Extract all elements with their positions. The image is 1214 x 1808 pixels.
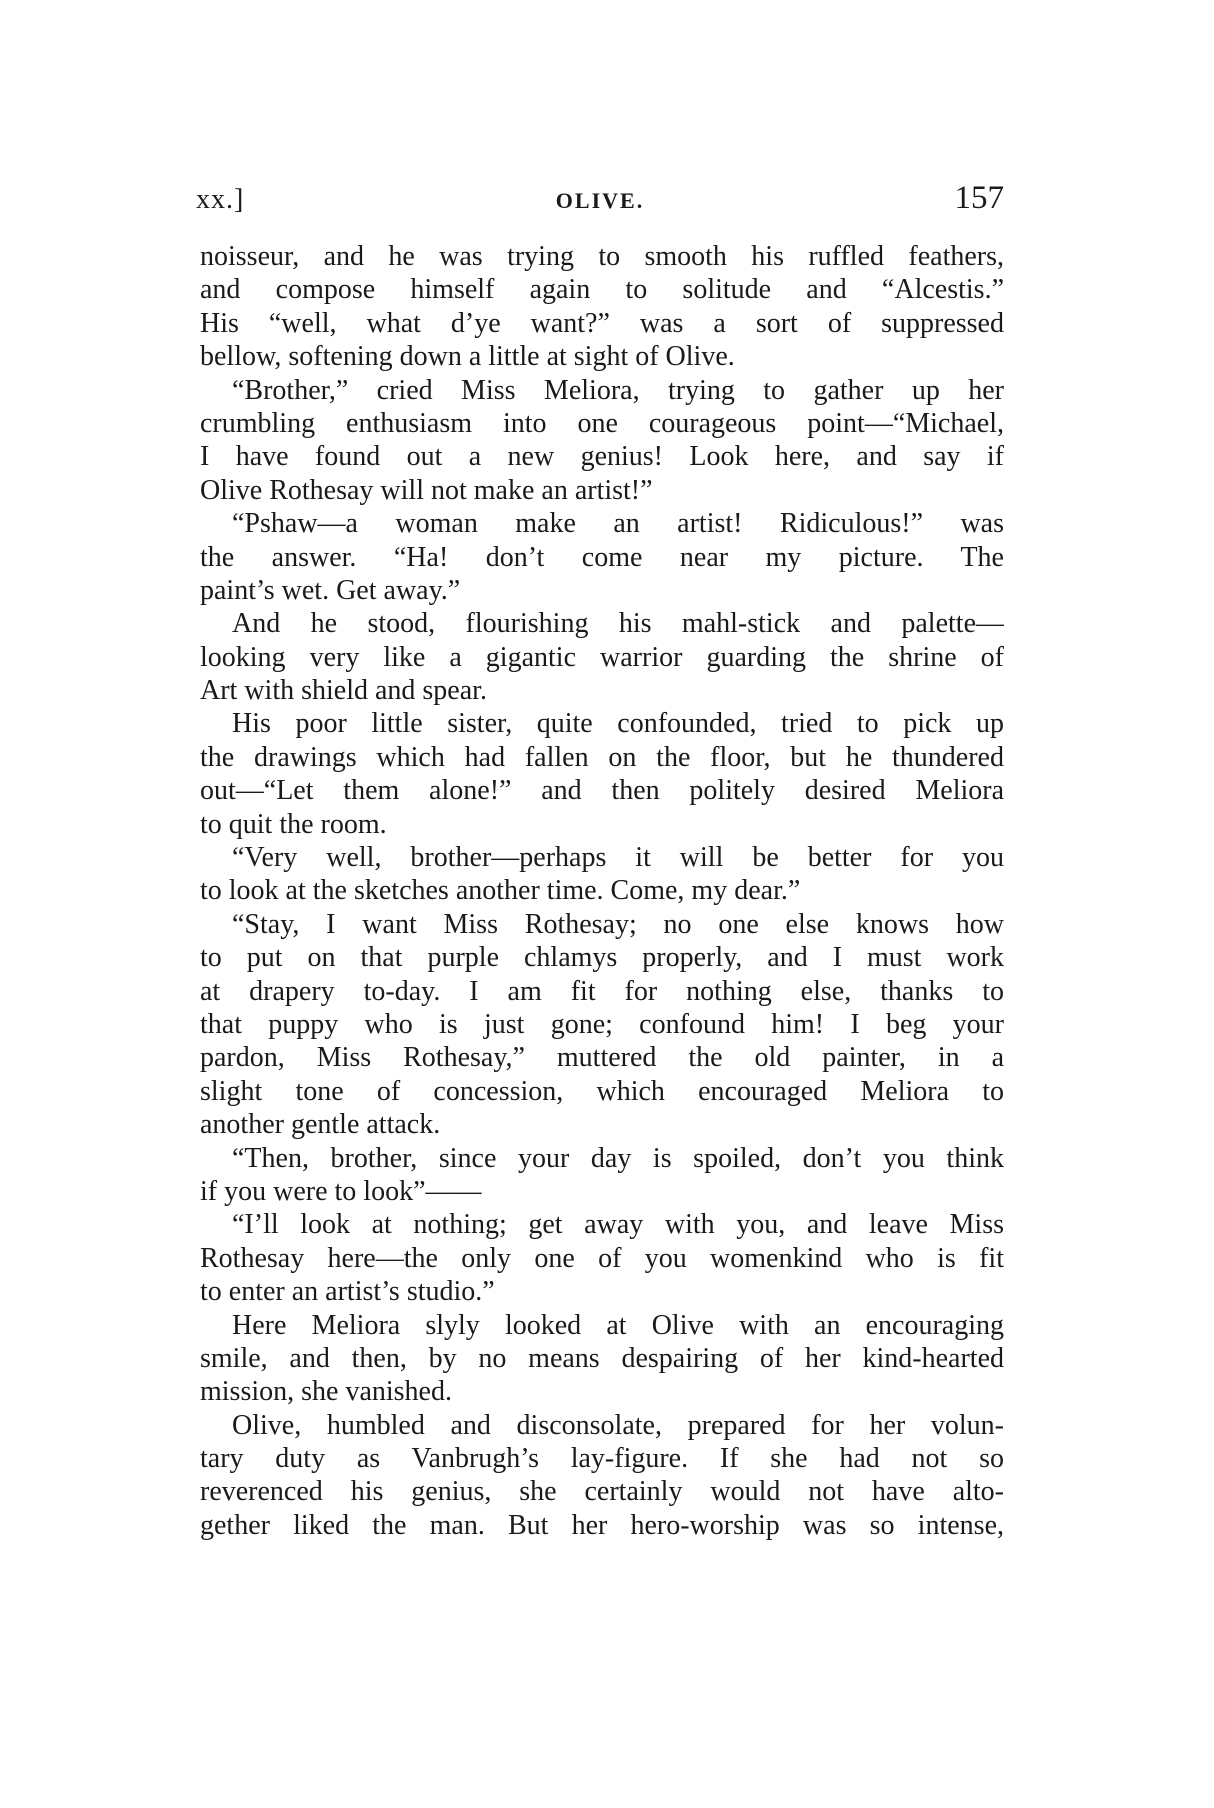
text-line: crumbling enthusiasm into one courageous point—“Michael, bbox=[200, 407, 1004, 439]
text-line: “I’ll look at nothing; get away with you, and leave Miss bbox=[232, 1209, 1004, 1241]
text-line: noisseur, and he was trying to smooth his ruffled feathers, bbox=[200, 241, 1004, 272]
text-line: Olive, humbled and disconsolate, prepared for her volun- bbox=[232, 1409, 1004, 1441]
text-line: paint’s wet. Get away.” bbox=[200, 574, 461, 606]
text-line: pardon, Miss Rothesay,” muttered the old painter, in a bbox=[200, 1042, 1004, 1074]
text-line: smile, and then, by no means despairing of her kind-hearted bbox=[200, 1342, 1004, 1374]
text-line: His “well, what d’ye want?” was a sort of suppressed bbox=[200, 307, 1004, 339]
text-line: tary duty as Vanbrugh’s lay-figure. If she had not so bbox=[200, 1443, 1004, 1475]
text-line: that puppy who is just gone; confound him! I beg your bbox=[200, 1008, 1004, 1040]
text-line: “Brother,” cried Miss Meliora, trying to gather up her bbox=[232, 374, 1004, 406]
text-line: Olive Rothesay will not make an artist!” bbox=[200, 474, 653, 506]
text-line: if you were to look”—— bbox=[200, 1175, 482, 1207]
text-line: “Pshaw—a woman make an artist! Ridiculous!” was bbox=[232, 508, 1004, 540]
page-number: 157 bbox=[954, 180, 1004, 216]
running-head bbox=[196, 180, 1004, 224]
text-line: the drawings which had fallen on the floor, but he thundered bbox=[200, 741, 1004, 773]
text-line: bellow, softening down a little at sight of Olive. bbox=[200, 341, 735, 373]
text-line: “Stay, I want Miss Rothesay; no one else knows how bbox=[232, 908, 1004, 940]
text-line: I have found out a new genius! Look here, and say if bbox=[200, 441, 1004, 473]
text-line: Rothesay here—the only one of you womenkind who is fit bbox=[200, 1242, 1004, 1274]
text-line: to look at the sketches another time. Come, my dear.” bbox=[200, 875, 801, 907]
text-line: looking very like a gigantic warrior guarding the shrine of bbox=[200, 641, 1004, 673]
text-line: out—“Let them alone!” and then politely desired Meliora bbox=[200, 775, 1004, 807]
body-text bbox=[200, 240, 1004, 1542]
text-line: “Very well, brother—perhaps it will be better for you bbox=[232, 842, 1004, 874]
text-line: And he stood, flourishing his mahl-stick and palette— bbox=[232, 608, 1004, 640]
text-line: Here Meliora slyly looked at Olive with an encouraging bbox=[232, 1309, 1004, 1341]
text-line: mission, she vanished. bbox=[200, 1376, 452, 1408]
text-line: at drapery to-day. I am fit for nothing else, thanks to bbox=[200, 975, 1004, 1007]
text-line: “Then, brother, since your day is spoiled, don’t you think bbox=[232, 1142, 1004, 1174]
text-line: to quit the room. bbox=[200, 808, 387, 840]
text-line: to put on that purple chlamys properly, and I must work bbox=[200, 942, 1004, 974]
running-title: OLIVE. bbox=[555, 188, 645, 213]
text-line: to enter an artist’s studio.” bbox=[200, 1276, 495, 1308]
chapter-marker: xx.] bbox=[196, 184, 245, 215]
text-line: gether liked the man. But her hero-worship was so intense, bbox=[200, 1509, 1004, 1541]
text-line: and compose himself again to solitude and “Alcestis.” bbox=[200, 274, 1004, 306]
text-line: another gentle attack. bbox=[200, 1109, 441, 1141]
text-line: His poor little sister, quite confounded, tried to pick up bbox=[232, 708, 1004, 740]
text-line: the answer. “Ha! don’t come near my picture. The bbox=[200, 541, 1004, 573]
text-line: Art with shield and spear. bbox=[200, 675, 487, 707]
text-line: reverenced his genius, she certainly would not have alto- bbox=[200, 1476, 1004, 1508]
text-line: slight tone of concession, which encouraged Meliora to bbox=[200, 1075, 1004, 1107]
